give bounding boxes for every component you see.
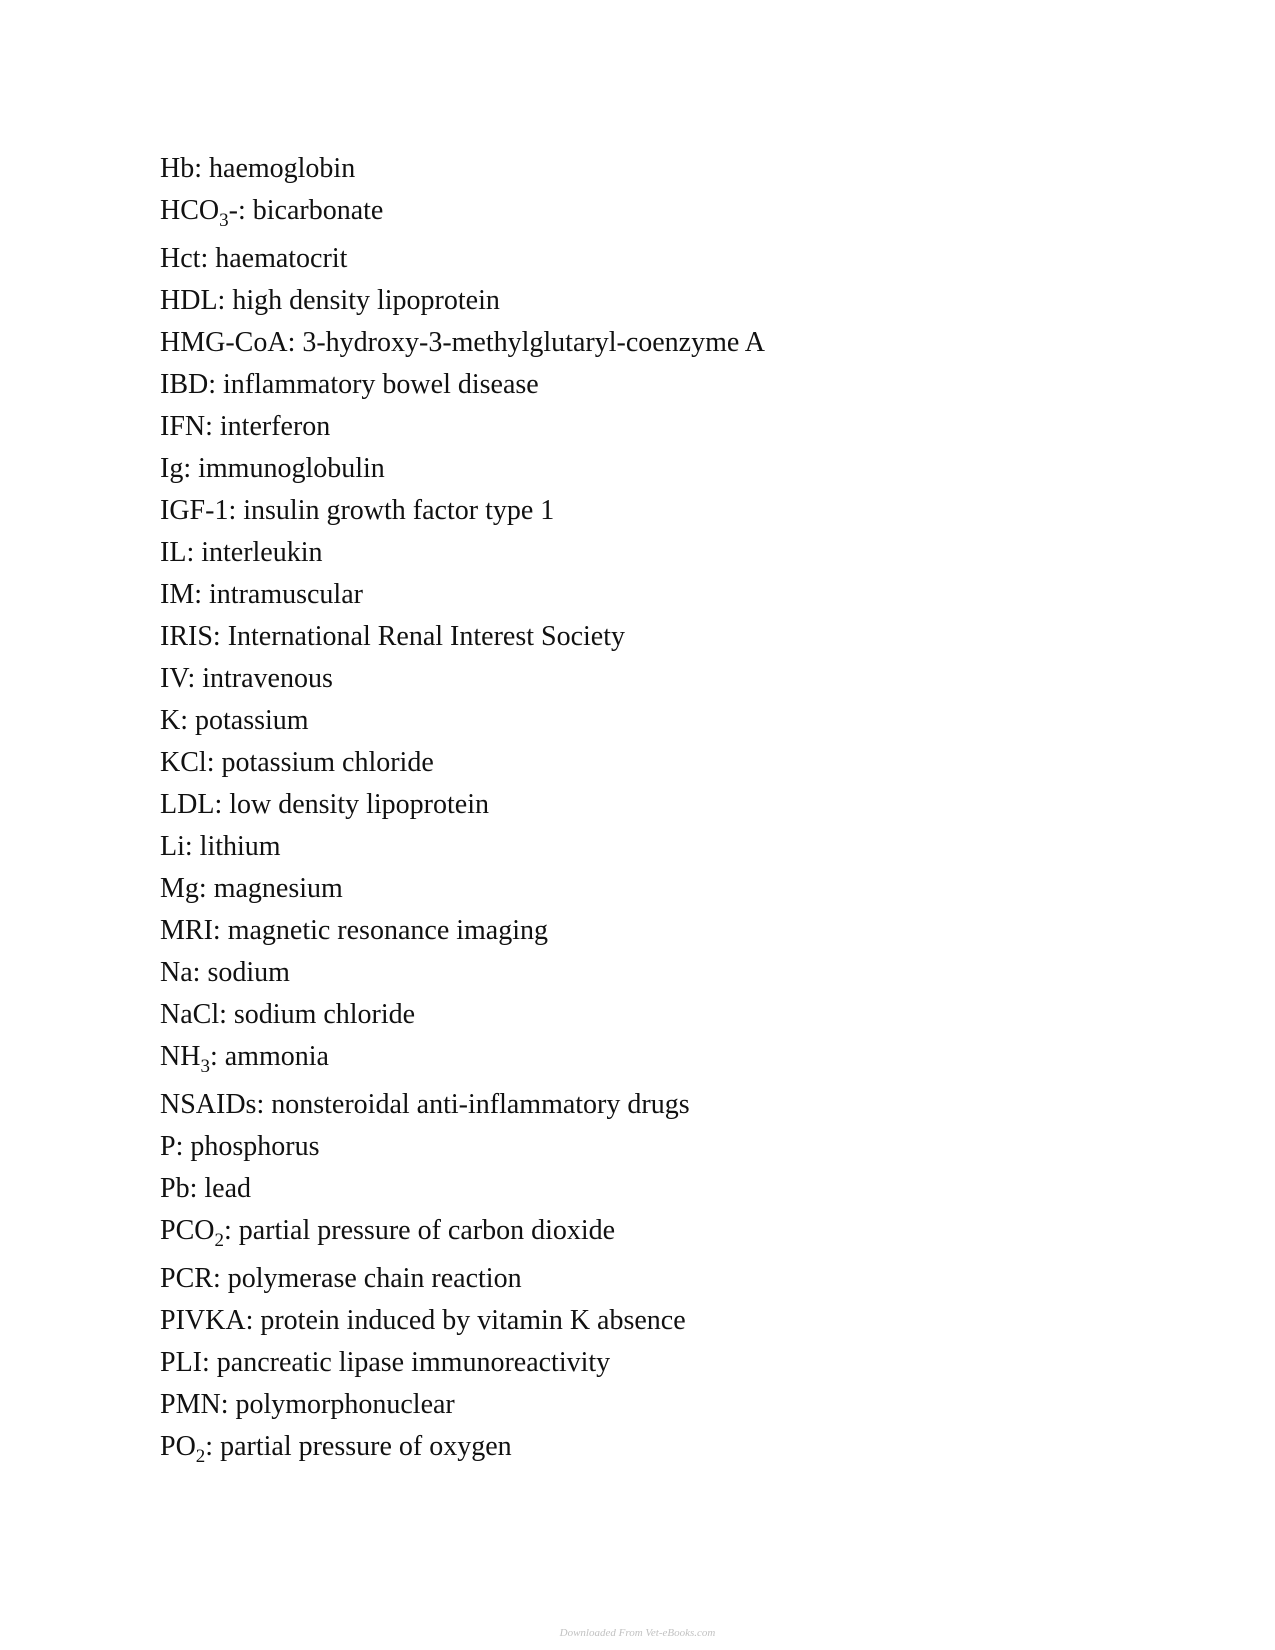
separator: : [180, 705, 196, 736]
separator: : [187, 663, 203, 694]
separator: : [205, 411, 220, 442]
abbreviation-entry [160, 1300, 765, 1342]
abbreviation-entry [160, 742, 765, 784]
abbreviation-definition: sodium [207, 957, 290, 988]
abbreviation-entry [160, 826, 765, 868]
abbreviation-definition: interleukin [201, 537, 323, 568]
abbreviation-definition: polymorphonuclear [235, 1389, 455, 1420]
abbreviation-entry [160, 490, 765, 532]
abbreviation-entry [160, 148, 765, 190]
separator: : [208, 369, 224, 400]
abbreviation-term: IV [160, 663, 188, 694]
separator: : [202, 1347, 217, 1378]
abbreviation-entry [160, 238, 765, 280]
abbreviation-term: PO [160, 1431, 196, 1462]
separator: : [214, 789, 230, 820]
abbreviation-definition: nonsteroidal anti-inflammatory drugs [271, 1089, 690, 1120]
abbreviation-definition: potassium chloride [221, 747, 434, 778]
abbreviation-definition: phosphorus [190, 1131, 320, 1162]
abbreviation-term: IGF-1 [160, 495, 229, 526]
abbreviation-term: K [160, 705, 181, 736]
abbreviation-term: Pb [160, 1173, 190, 1204]
abbreviation-definition: haematocrit [215, 243, 348, 274]
abbreviation-definition: haemoglobin [209, 153, 356, 184]
abbreviation-definition: partial pressure of oxygen [220, 1431, 512, 1462]
abbreviation-term: MRI [160, 915, 213, 946]
separator: : [223, 1215, 239, 1246]
separator: : [194, 579, 210, 610]
abbreviation-entry [160, 322, 765, 364]
abbreviation-term: PMN [160, 1389, 221, 1420]
abbreviation-definition: insulin growth factor type 1 [243, 495, 555, 526]
separator: : [205, 1431, 221, 1462]
abbreviation-definition: high density lipoprotein [232, 285, 500, 316]
abbreviation-entry [160, 784, 765, 826]
separator: : [200, 243, 216, 274]
abbreviation-term: NH [160, 1041, 201, 1072]
abbreviation-term: IBD [160, 369, 209, 400]
abbreviation-term: IFN [160, 411, 206, 442]
abbreviation-entry [160, 448, 765, 490]
abbreviation-entry [160, 910, 765, 952]
separator: : [194, 153, 210, 184]
abbreviation-entry [160, 1126, 765, 1168]
separator: : [287, 327, 303, 358]
separator: : [189, 1173, 205, 1204]
abbreviation-definition: partial pressure of carbon dioxide [238, 1215, 616, 1246]
abbreviation-entry [160, 952, 765, 994]
abbreviation-definition: intramuscular [209, 579, 363, 610]
abbreviation-definition: intravenous [202, 663, 333, 694]
abbreviation-term: Ig [160, 453, 184, 484]
abbreviation-term: PIVKA [160, 1305, 246, 1336]
abbreviation-term: Li [160, 831, 185, 862]
separator: : [245, 1305, 261, 1336]
abbreviation-definition: magnesium [213, 873, 343, 904]
abbreviation-entry [160, 574, 765, 616]
abbreviation-term: HDL [160, 285, 218, 316]
abbreviation-entry [160, 1258, 765, 1300]
abbreviation-definition: polymerase chain reaction [227, 1263, 522, 1294]
abbreviation-entry [160, 406, 765, 448]
abbreviation-term: Mg [160, 873, 199, 904]
separator: : [212, 621, 228, 652]
separator: : [175, 1131, 191, 1162]
abbreviation-term: IM [160, 579, 195, 610]
abbreviation-entry [160, 280, 765, 322]
separator: : [186, 537, 202, 568]
abbreviation-definition: 3-hydroxy-3-methylglutaryl-coenzyme A [302, 327, 765, 358]
abbreviation-term: NaCl [160, 999, 220, 1030]
abbreviation-list [160, 148, 765, 1474]
separator: : [220, 1389, 236, 1420]
separator: : [183, 453, 199, 484]
abbreviation-term: PLI [160, 1347, 202, 1378]
separator: : [212, 915, 228, 946]
abbreviation-term: IRIS [160, 621, 213, 652]
abbreviation-term: P [160, 1131, 176, 1162]
abbreviation-term: NSAIDs [160, 1089, 257, 1120]
abbreviation-term: IL [160, 537, 187, 568]
abbreviation-subscript: 2 [214, 1230, 224, 1251]
abbreviation-definition: interferon [219, 411, 331, 442]
abbreviation-entry [160, 616, 765, 658]
abbreviation-subscript: 3 [219, 210, 229, 231]
abbreviation-definition: low density lipoprotein [229, 789, 489, 820]
abbreviation-term: PCO [160, 1215, 215, 1246]
abbreviation-term: HCO [160, 195, 220, 226]
abbreviation-entry [160, 364, 765, 406]
abbreviation-definition: bicarbonate [252, 195, 384, 226]
separator: : [256, 1089, 272, 1120]
abbreviation-subscript: 3 [200, 1056, 210, 1077]
separator: : [198, 873, 214, 904]
abbreviation-entry [160, 1084, 765, 1126]
abbreviation-term: HMG-CoA [160, 327, 288, 358]
abbreviation-term: KCl [160, 747, 207, 778]
abbreviation-definition: pancreatic lipase immunoreactivity [216, 1347, 611, 1378]
separator: : [209, 1041, 225, 1072]
abbreviation-definition: lithium [199, 831, 281, 862]
abbreviation-definition: inflammatory bowel disease [223, 369, 539, 400]
abbreviation-entry [160, 994, 765, 1036]
abbreviation-entry [160, 1384, 765, 1426]
abbreviation-entry [160, 700, 765, 742]
separator: : [237, 195, 253, 226]
abbreviation-definition: protein induced by vitamin K absence [260, 1305, 686, 1336]
abbreviation-entry [160, 658, 765, 700]
separator: : [206, 747, 222, 778]
abbreviation-entry [160, 1426, 765, 1474]
abbreviation-definition: immunoglobulin [198, 453, 385, 484]
separator: : [217, 285, 233, 316]
separator: : [192, 957, 208, 988]
abbreviation-entry [160, 868, 765, 910]
abbreviation-definition: International Renal Interest Society [227, 621, 625, 652]
abbreviation-term: Na [160, 957, 193, 988]
abbreviation-entry [160, 532, 765, 574]
separator: : [219, 999, 234, 1030]
separator: : [228, 495, 244, 526]
abbreviation-definition: ammonia [224, 1041, 329, 1072]
abbreviation-definition: magnetic resonance imaging [227, 915, 549, 946]
abbreviation-entry [160, 1210, 765, 1258]
abbreviation-term: Hct [160, 243, 201, 274]
abbreviation-subscript: 2 [195, 1446, 206, 1467]
abbreviation-definition: sodium chloride [233, 999, 416, 1030]
abbreviation-term: LDL [160, 789, 215, 820]
abbreviation-entry [160, 1168, 765, 1210]
abbreviation-entry [160, 190, 765, 238]
footer-watermark: Downloaded From Vet-eBooks.com [559, 1627, 716, 1639]
abbreviation-term: Hb [160, 153, 195, 184]
abbreviation-entry [160, 1036, 765, 1084]
separator: : [184, 831, 200, 862]
separator: : [212, 1263, 228, 1294]
abbreviation-definition: lead [204, 1173, 251, 1204]
abbreviation-term: PCR [160, 1263, 213, 1294]
abbreviation-suffix: - [228, 195, 238, 226]
abbreviation-definition: potassium [195, 705, 309, 736]
abbreviation-entry [160, 1342, 765, 1384]
